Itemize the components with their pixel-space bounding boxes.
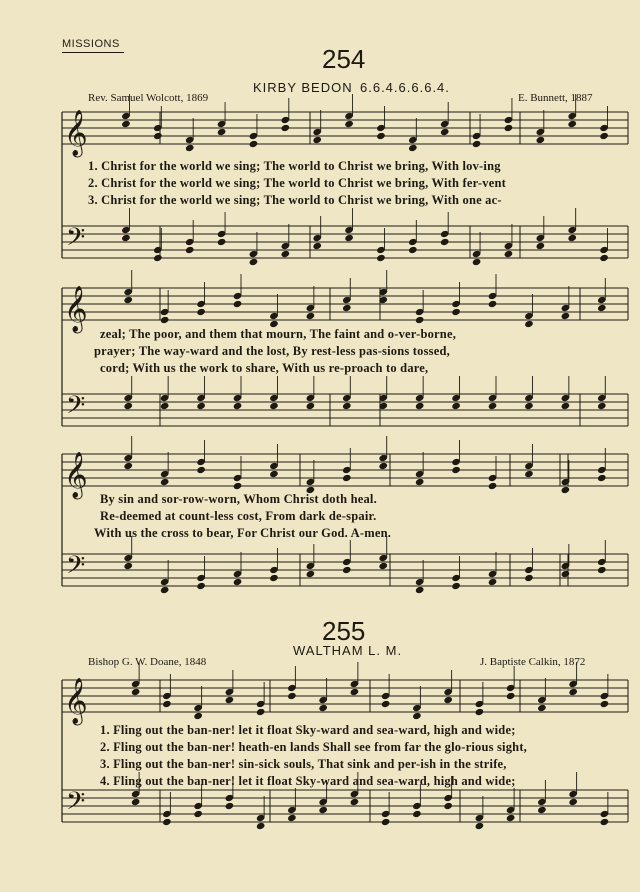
note-head [160,586,170,594]
note-head [451,582,461,590]
note-head [376,132,386,140]
note-head [536,136,546,144]
note-head [196,582,206,590]
note-head [185,246,195,254]
tune-name: KIRBY BEDON [253,80,353,95]
note-head [568,688,578,696]
note-head [342,474,352,482]
bass-clef: 𝄢 [66,787,86,822]
note-head [225,696,235,704]
lyric-line: Re-deemed at count-less cost, From dark de-spair. [100,509,377,523]
note-head [196,466,206,474]
note-head [312,136,322,144]
note-head [233,402,243,410]
note-head [597,474,607,482]
treble-clef: 𝄞 [64,678,88,724]
note-head [378,462,388,470]
note-head [561,402,571,410]
note-head [443,696,453,704]
note-head [567,234,577,242]
note-head [381,700,391,708]
lyric-line: By sin and sor-row-worn, Whom Christ doth heal. [100,492,377,506]
note-head [193,810,203,818]
note-head [233,482,243,490]
note-head [536,242,546,250]
hymn-number: 254 [322,44,366,74]
note-head [475,708,485,716]
note-head [312,242,322,250]
note-head [599,132,609,140]
lyric-line: zeal; The poor, and them that mourn, The faint and o-ver-borne, [100,327,457,341]
note-head [472,140,482,148]
lyric-line: cord; With us the work to share, With us re-proach to dare, [100,361,429,375]
note-head [597,402,607,410]
note-head [306,402,316,410]
note-head [412,810,422,818]
note-head [506,692,516,700]
note-head [318,704,328,712]
note-head [196,308,206,316]
note-head [131,688,141,696]
note-head [415,316,425,324]
note-head [599,254,609,262]
note-head [408,144,418,152]
note-head [160,478,170,486]
note-head [451,308,461,316]
tune-name: WALTHAM L. M. [293,643,403,658]
note-head [412,712,422,720]
note-head [567,120,577,128]
note-head [350,688,360,696]
note-head [600,818,610,826]
note-head [193,712,203,720]
note-head [561,312,571,320]
note-head [568,798,578,806]
note-head [269,470,279,478]
note-head [160,402,170,410]
note-head [506,814,516,822]
note-head [249,140,259,148]
treble-clef: 𝄞 [64,452,88,498]
note-head [123,562,133,570]
note-head [256,708,266,716]
note-head [415,402,425,410]
note-head [342,566,352,574]
lyric-line: With us the cross to bear, For Christ our God. A-men. [94,526,392,540]
lyric-line: prayer; The way-ward and the lost, By rest-less pas-sions tossed, [94,344,450,358]
note-head [408,246,418,254]
treble-clef: 𝄞 [64,286,88,332]
note-head [342,402,352,410]
note-head [233,578,243,586]
note-head [153,132,163,140]
note-head [381,818,391,826]
note-head [131,798,141,806]
note-head [121,120,131,128]
note-head [344,234,354,242]
note-head [344,120,354,128]
note-head [504,124,514,132]
note-head [440,238,450,246]
lyric-line: 2. Christ for the world we sing; The world to Christ we bring, With fer-vent [88,176,506,190]
note-head [256,822,266,830]
section-label: MISSIONS [62,38,120,50]
note-head [597,304,607,312]
note-head [287,814,297,822]
lyric-line: 1. Christ for the world we sing; The world to Christ we bring, With lov-ing [88,159,501,173]
lyric-line: 2. Fling out the ban-ner! heath-en lands Shall see from far the glo-rious sight, [100,740,528,754]
note-head [217,238,227,246]
author-credit: Rev. Samuel Wolcott, 1869 [88,92,209,104]
note-head [185,144,195,152]
meter: 6.6.4.6.6.6.4. [360,80,450,95]
note-head [376,254,386,262]
note-head [504,250,514,258]
note-head [196,402,206,410]
note-head [162,700,172,708]
note-head [451,466,461,474]
note-head [123,296,133,304]
note-head [162,818,172,826]
note-head [561,486,571,494]
note-head [472,258,482,266]
lyric-line: 3. Fling out the ban-ner! sin-sick souls, That sink and per-ish in the strife, [100,757,507,771]
composer-credit: J. Baptiste Calkin, 1872 [480,656,586,668]
treble-clef: 𝄞 [64,110,88,156]
composer-credit: E. Bunnett, 1887 [518,92,593,104]
note-head [443,802,453,810]
note-head [225,802,235,810]
note-head [378,562,388,570]
bass-clef: 𝄢 [66,551,86,586]
note-head [306,312,316,320]
note-head [123,402,133,410]
note-head [561,570,571,578]
note-head [269,574,279,582]
note-head [306,570,316,578]
author-credit: Bishop G. W. Doane, 1848 [88,656,207,668]
note-head [123,462,133,470]
lyric-line: 3. Christ for the world we sing; The world to Christ we bring, With one ac- [88,193,502,207]
bass-clef: 𝄢 [66,223,86,258]
note-head [451,402,461,410]
note-head [217,128,227,136]
note-head [233,300,243,308]
note-head [440,128,450,136]
note-head [318,806,328,814]
note-head [281,250,291,258]
note-head [488,578,498,586]
note-head [475,822,485,830]
note-head [153,254,163,262]
note-head [415,586,425,594]
note-head [342,304,352,312]
note-head [350,798,360,806]
note-head [287,692,297,700]
lyric-line: 1. Fling out the ban-ner! let it float Sky-ward and sea-ward, high and wide; [100,723,516,737]
note-head [524,470,534,478]
note-head [160,316,170,324]
note-head [600,700,610,708]
note-head [249,258,259,266]
note-head [537,704,547,712]
note-head [415,478,425,486]
note-head [524,574,534,582]
note-head [537,806,547,814]
note-head [488,482,498,490]
note-head [488,300,498,308]
note-head [488,402,498,410]
note-head [524,320,534,328]
bass-clef: 𝄢 [66,391,86,426]
hymn-number: 255 [322,616,366,646]
lyric-line: 4. Fling out the ban-ner! let it float Sky-ward and sea-ward, high and wide; [100,774,516,788]
note-head [597,566,607,574]
note-head [281,124,291,132]
note-head [269,402,279,410]
note-head [121,234,131,242]
note-head [524,402,534,410]
